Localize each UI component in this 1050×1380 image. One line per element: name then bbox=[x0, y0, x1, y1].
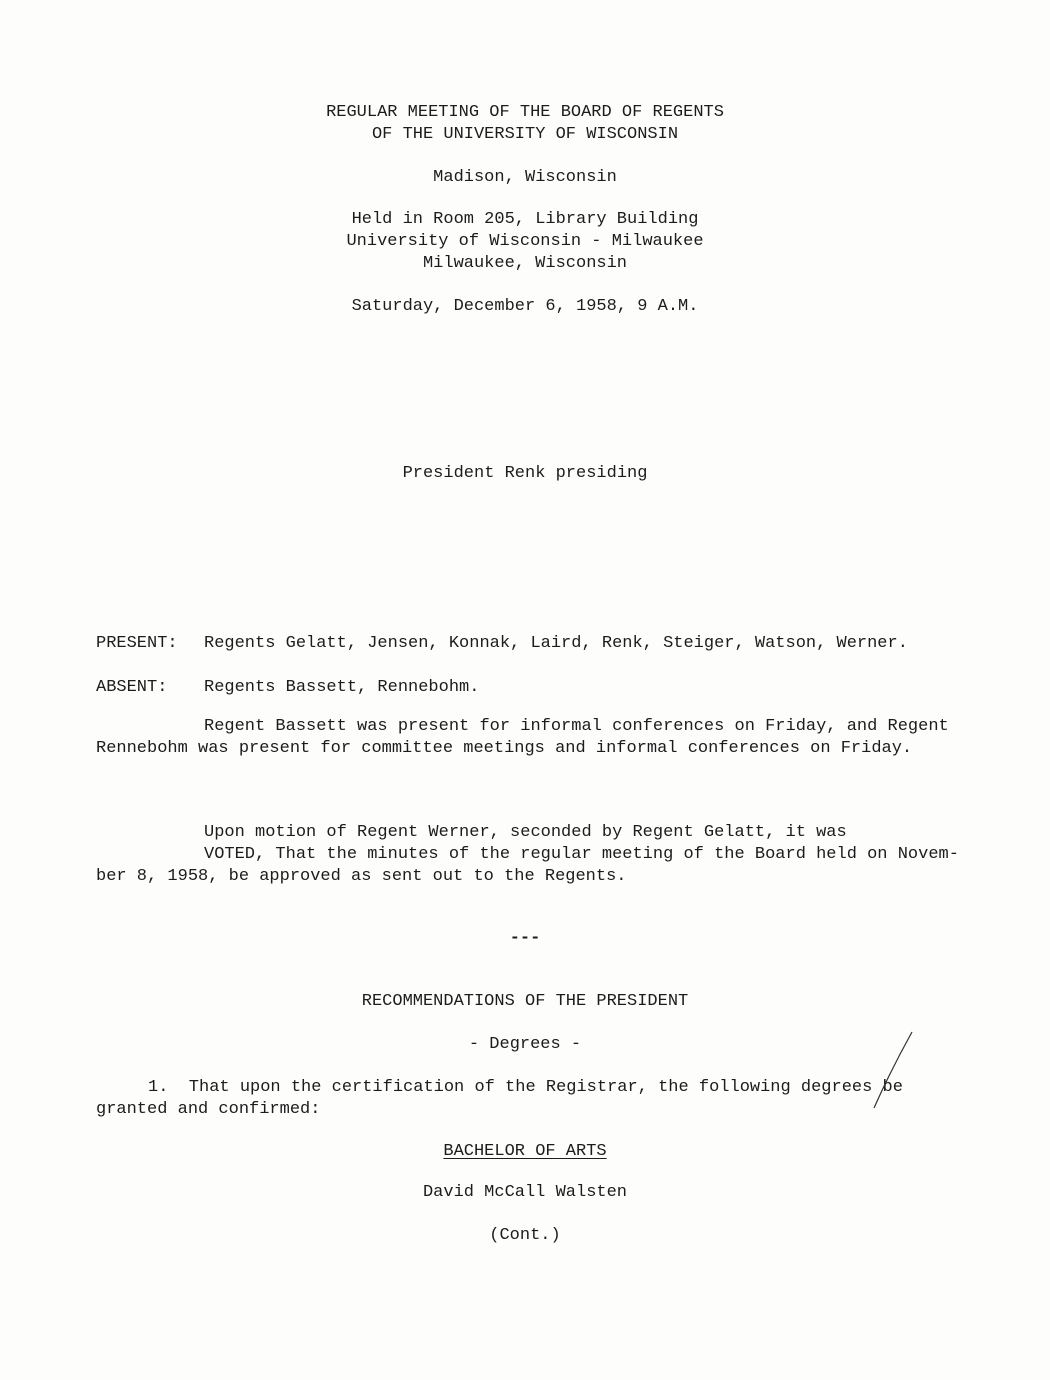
motion-line-3: ber 8, 1958, be approved as sent out to the Regents. bbox=[96, 867, 627, 886]
section-separator: --- bbox=[509, 929, 541, 948]
attendance-note-line-2: Rennebohm was present for committee meetings and informal conferences on Friday. bbox=[96, 739, 913, 758]
degrees-subheading: - Degrees - bbox=[468, 1035, 582, 1054]
venue-line-1: Held in Room 205, Library Building bbox=[351, 210, 699, 229]
absent-list: Regents Bassett, Rennebohm. bbox=[204, 678, 480, 697]
present-list: Regents Gelatt, Jensen, Konnak, Laird, Renk, Steiger, Watson, Werner. bbox=[204, 634, 908, 653]
item-1-line-1: 1. That upon the certification of the Registrar, the following degrees be bbox=[148, 1078, 903, 1097]
motion-line-1: Upon motion of Regent Werner, seconded by Regent Gelatt, it was bbox=[204, 823, 847, 842]
title-line-2: OF THE UNIVERSITY OF WISCONSIN bbox=[371, 125, 679, 144]
attendance-note-line-1: Regent Bassett was present for informal conferences on Friday, and Regent bbox=[204, 717, 949, 736]
pen-check-mark bbox=[866, 1028, 926, 1114]
recommendations-heading: RECOMMENDATIONS OF THE PRESIDENT bbox=[361, 992, 689, 1011]
meeting-datetime: Saturday, December 6, 1958, 9 A.M. bbox=[351, 297, 699, 316]
venue-line-3: Milwaukee, Wisconsin bbox=[422, 254, 628, 273]
present-label: PRESENT: bbox=[96, 634, 178, 653]
degree-recipient: David McCall Walsten bbox=[422, 1183, 628, 1202]
absent-label: ABSENT: bbox=[96, 678, 168, 697]
motion-line-2: VOTED, That the minutes of the regular meeting of the Board held on Novem- bbox=[204, 845, 959, 864]
presiding-statement: President Renk presiding bbox=[402, 464, 648, 483]
item-1-line-2: granted and confirmed: bbox=[96, 1100, 321, 1119]
location: Madison, Wisconsin bbox=[433, 168, 617, 187]
degree-title: BACHELOR OF ARTS bbox=[443, 1142, 607, 1161]
venue-line-2: University of Wisconsin - Milwaukee bbox=[346, 232, 704, 251]
title-line-1: REGULAR MEETING OF THE BOARD OF REGENTS bbox=[326, 103, 724, 122]
continued-note: (Cont.) bbox=[489, 1226, 561, 1245]
